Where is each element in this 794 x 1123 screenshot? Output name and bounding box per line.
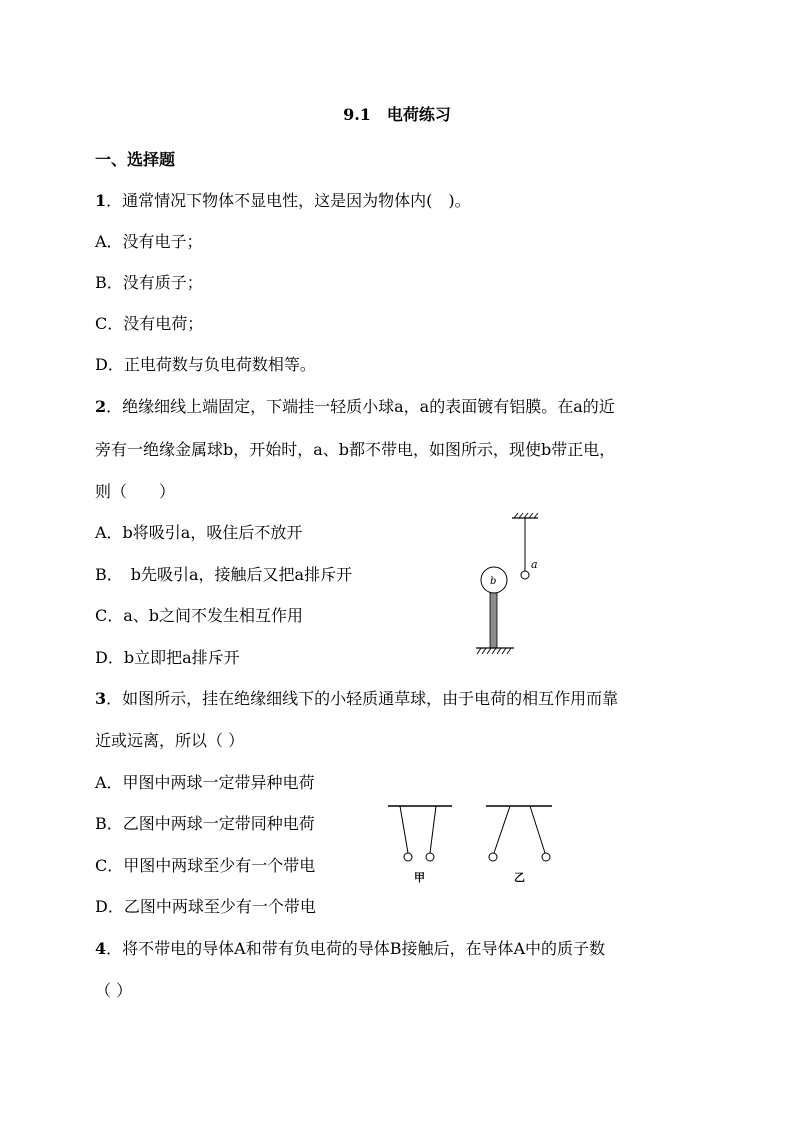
question-2-stem-line-1: 2．绝缘细线上端固定，下端挂一轻质小球a，a的表面镀有铝膜。在a的近 (95, 397, 615, 416)
label-yi: 乙 (514, 871, 525, 884)
label-b: b (490, 576, 497, 587)
jia-thread-left (400, 806, 408, 853)
question-4-stem-line-2: （ ） (95, 981, 133, 1000)
question-2-option-b: B． b先吸引a，接触后又把a排斥开 (95, 565, 353, 584)
question-3-option-a: A．甲图中两球一定带异种电荷 (95, 773, 315, 792)
floor-hatch (477, 648, 511, 654)
yi-thread-left (494, 806, 510, 853)
insulating-stand (490, 593, 497, 648)
question-1-option-c: C．没有电荷； (95, 314, 204, 333)
diagram-jia (388, 806, 452, 884)
question-2-option-d: D．b立即把a排斥开 (95, 648, 240, 667)
question-1-option-a: A．没有电子； (95, 232, 203, 251)
yi-thread-right (530, 806, 545, 853)
question-3-stem-line-2: 近或远离，所以（ ） (95, 731, 245, 750)
question-3-figure (380, 795, 560, 890)
page-title: 9.1 电荷练习 (343, 105, 451, 124)
question-3-option-c: C．甲图中两球至少有一个带电 (95, 856, 316, 875)
label-jia: 甲 (414, 871, 425, 884)
question-3-option-b: B．乙图中两球一定带同种电荷 (95, 814, 315, 833)
diagram-yi (486, 806, 552, 884)
section-heading: 一、选择题 (95, 150, 176, 169)
question-2-figure (470, 510, 550, 665)
question-2-option-a: A．b将吸引a，吸住后不放开 (95, 523, 303, 542)
question-1-stem: 1．通常情况下物体不显电性，这是因为物体内( )。 (95, 191, 471, 210)
question-1-option-b: B．没有质子； (95, 273, 203, 292)
pendulum-diagram (470, 510, 550, 665)
question-3-option-d: D．乙图中两球至少有一个带电 (95, 897, 316, 916)
ball-a (521, 571, 529, 579)
label-a: a (531, 558, 538, 571)
yi-ball-left (489, 853, 497, 861)
yi-ball-right (542, 853, 550, 861)
question-2-stem-line-2: 旁有一绝缘金属球b，开始时，a、b都不带电，如图所示，现使b带正电， (95, 440, 616, 459)
question-2-option-c: C．a、b之间不发生相互作用 (95, 606, 304, 625)
jia-ball-left (404, 853, 412, 861)
question-2-stem-line-3: 则（ ） (95, 482, 176, 501)
jia-thread-right (430, 806, 436, 853)
question-4-stem-line-1: 4．将不带电的导体A和带有负电荷的导体B接触后，在导体A中的质子数 (95, 939, 606, 958)
jia-ball-right (426, 853, 434, 861)
pith-ball-diagram (380, 795, 560, 890)
ceiling-hatch (514, 513, 538, 518)
question-3-stem-line-1: 3．如图所示，挂在绝缘细线下的小轻质通草球，由于电荷的相互作用而靠 (95, 689, 619, 708)
question-1-option-d: D．正电荷数与负电荷数相等。 (95, 355, 316, 374)
